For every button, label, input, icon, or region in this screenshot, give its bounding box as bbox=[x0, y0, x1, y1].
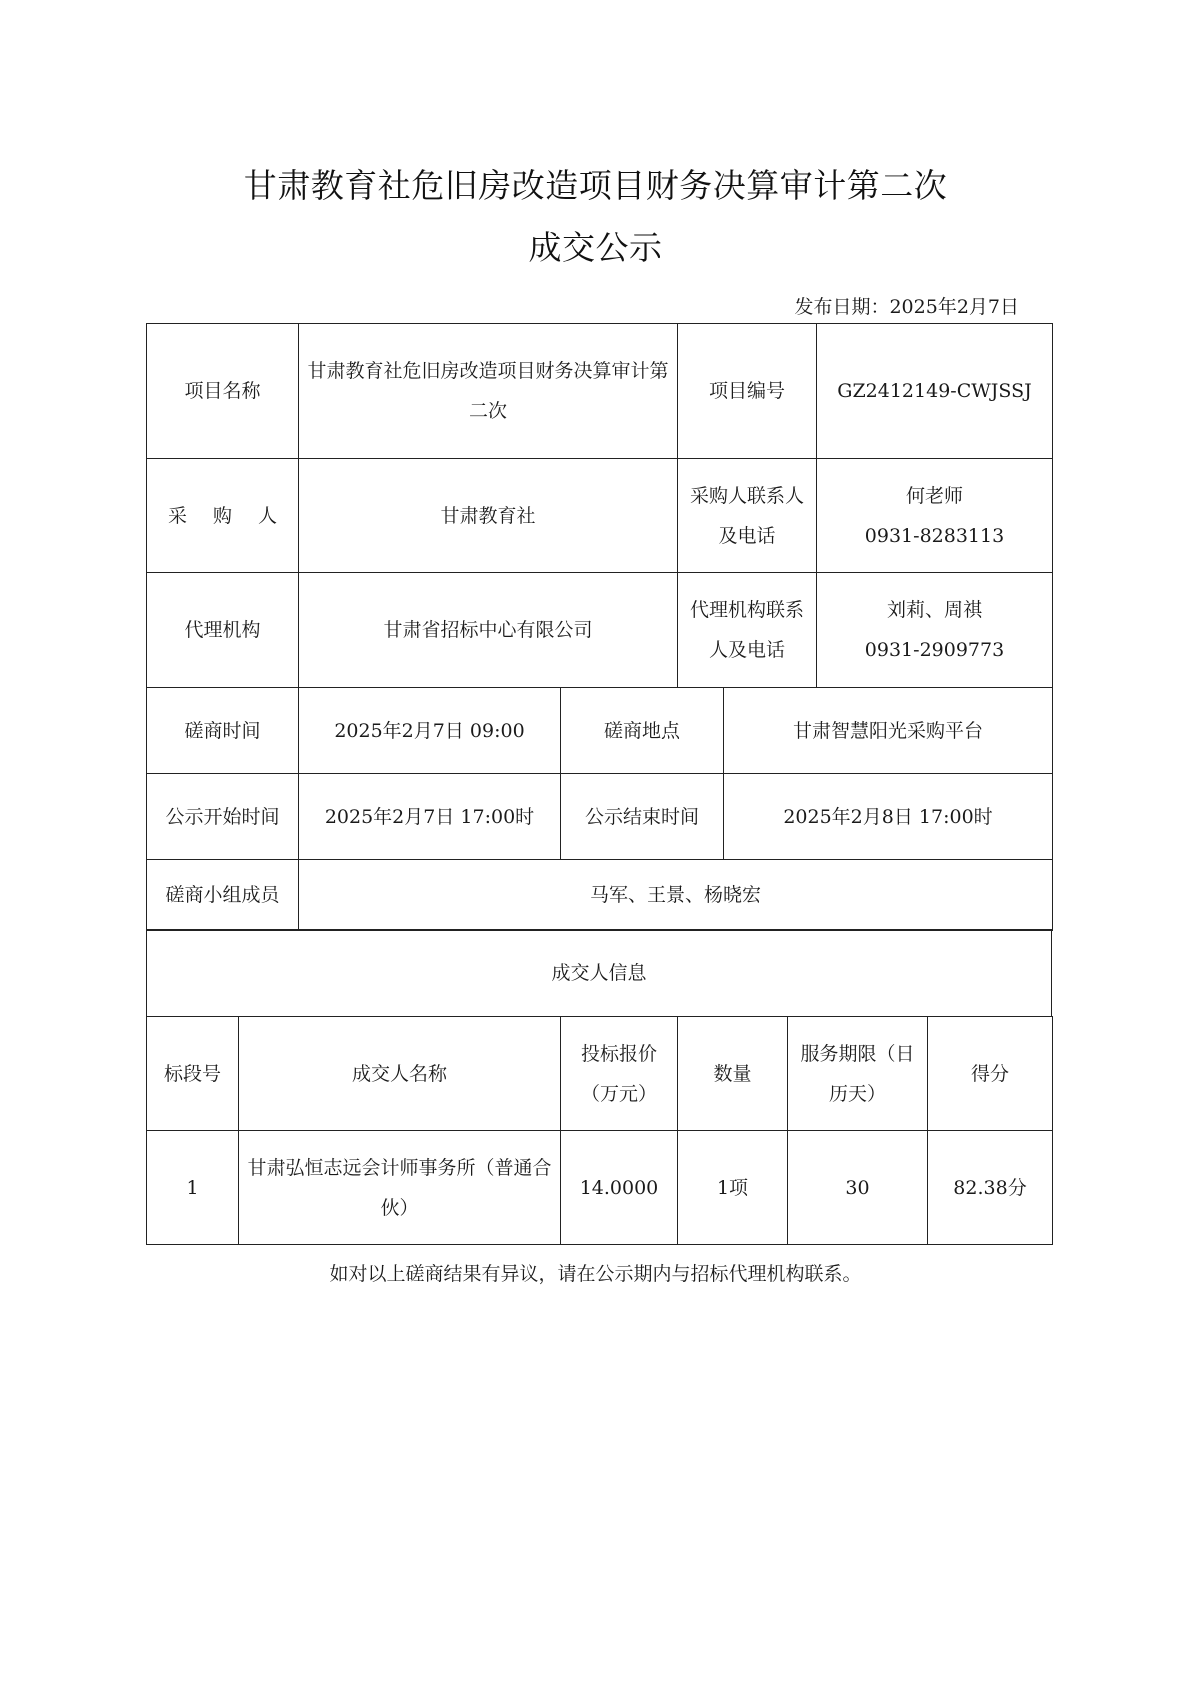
header-score: 得分 bbox=[928, 1017, 1053, 1131]
panel-label: 磋商小组成员 bbox=[147, 860, 299, 931]
purchaser-contact-label: 采购人联系人及电话 bbox=[678, 459, 817, 573]
notice-end-label: 公示结束时间 bbox=[561, 774, 724, 860]
agency-value: 甘肃省招标中心有限公司 bbox=[299, 573, 678, 688]
publish-date: 发布日期：2025年2月7日 bbox=[794, 296, 1019, 318]
header-winner-name: 成交人名称 bbox=[239, 1017, 561, 1131]
header-bid-price: 投标报价（万元） bbox=[561, 1017, 678, 1131]
notice-start-value: 2025年2月7日 17:00时 bbox=[299, 774, 561, 860]
table-row bbox=[147, 573, 1053, 688]
cell-service-period: 30 bbox=[788, 1131, 928, 1245]
table-row bbox=[147, 324, 1053, 459]
cell-winner-name: 甘肃弘恒志远会计师事务所（普通合伙） bbox=[239, 1131, 561, 1245]
agency-label: 代理机构 bbox=[147, 573, 299, 688]
negotiation-place-label: 磋商地点 bbox=[561, 688, 724, 774]
purchaser-label: 采 购 人 bbox=[147, 459, 299, 573]
agency-contact-phone: 0931-2909773 bbox=[864, 639, 1005, 661]
project-name-value: 甘肃教育社危旧房改造项目财务决算审计第二次 bbox=[299, 324, 678, 459]
table-row bbox=[147, 459, 1053, 573]
negotiation-place-value: 甘肃智慧阳光采购平台 bbox=[724, 688, 1053, 774]
project-no-value: GZ2412149-CWJSSJ bbox=[817, 324, 1053, 459]
panel-value: 马军、王景、杨晓宏 bbox=[299, 860, 1053, 931]
project-name-label: 项目名称 bbox=[147, 324, 299, 459]
table-row bbox=[147, 860, 1053, 931]
table-row bbox=[147, 688, 1053, 774]
cell-bid-price: 14.0000 bbox=[561, 1131, 678, 1245]
agency-contact-value bbox=[817, 573, 1053, 688]
project-no-label: 项目编号 bbox=[678, 324, 817, 459]
purchaser-contact-value bbox=[817, 459, 1053, 573]
negotiation-time-value: 2025年2月7日 09:00 bbox=[299, 688, 561, 774]
header-quantity: 数量 bbox=[678, 1017, 788, 1131]
agency-contact-name: 刘莉、周祺 bbox=[886, 599, 982, 621]
negotiation-time-label: 磋商时间 bbox=[147, 688, 299, 774]
notice-end-value: 2025年2月8日 17:00时 bbox=[724, 774, 1053, 860]
objection-footnote: 如对以上磋商结果有异议，请在公示期内与招标代理机构联系。 bbox=[329, 1263, 862, 1285]
table-row bbox=[147, 930, 1052, 1017]
cell-lot-no: 1 bbox=[147, 1131, 239, 1245]
purchaser-contact-phone: 0931-8283113 bbox=[864, 524, 1005, 547]
table-header-row bbox=[147, 1017, 1053, 1131]
table-row bbox=[147, 774, 1053, 860]
notice-start-label: 公示开始时间 bbox=[147, 774, 299, 860]
winner-section bbox=[146, 929, 1052, 1017]
winner-section-title: 成交人信息 bbox=[147, 930, 1052, 1017]
table-row bbox=[147, 1131, 1053, 1245]
document-title-line1: 甘肃教育社危旧房改造项目财务决算审计第二次 bbox=[243, 166, 948, 205]
project-info-table bbox=[146, 323, 1053, 688]
cell-score: 82.38分 bbox=[928, 1131, 1053, 1245]
header-service-period: 服务期限（日历天） bbox=[788, 1017, 928, 1131]
schedule-table bbox=[146, 687, 1053, 931]
header-lot-no: 标段号 bbox=[147, 1017, 239, 1131]
winner-table bbox=[146, 1016, 1053, 1245]
purchaser-contact-name: 何老师 bbox=[905, 484, 963, 507]
purchaser-value: 甘肃教育社 bbox=[299, 459, 678, 573]
cell-quantity: 1项 bbox=[678, 1131, 788, 1245]
document-title-line2: 成交公示 bbox=[528, 228, 663, 267]
agency-contact-label: 代理机构联系人及电话 bbox=[678, 573, 817, 688]
